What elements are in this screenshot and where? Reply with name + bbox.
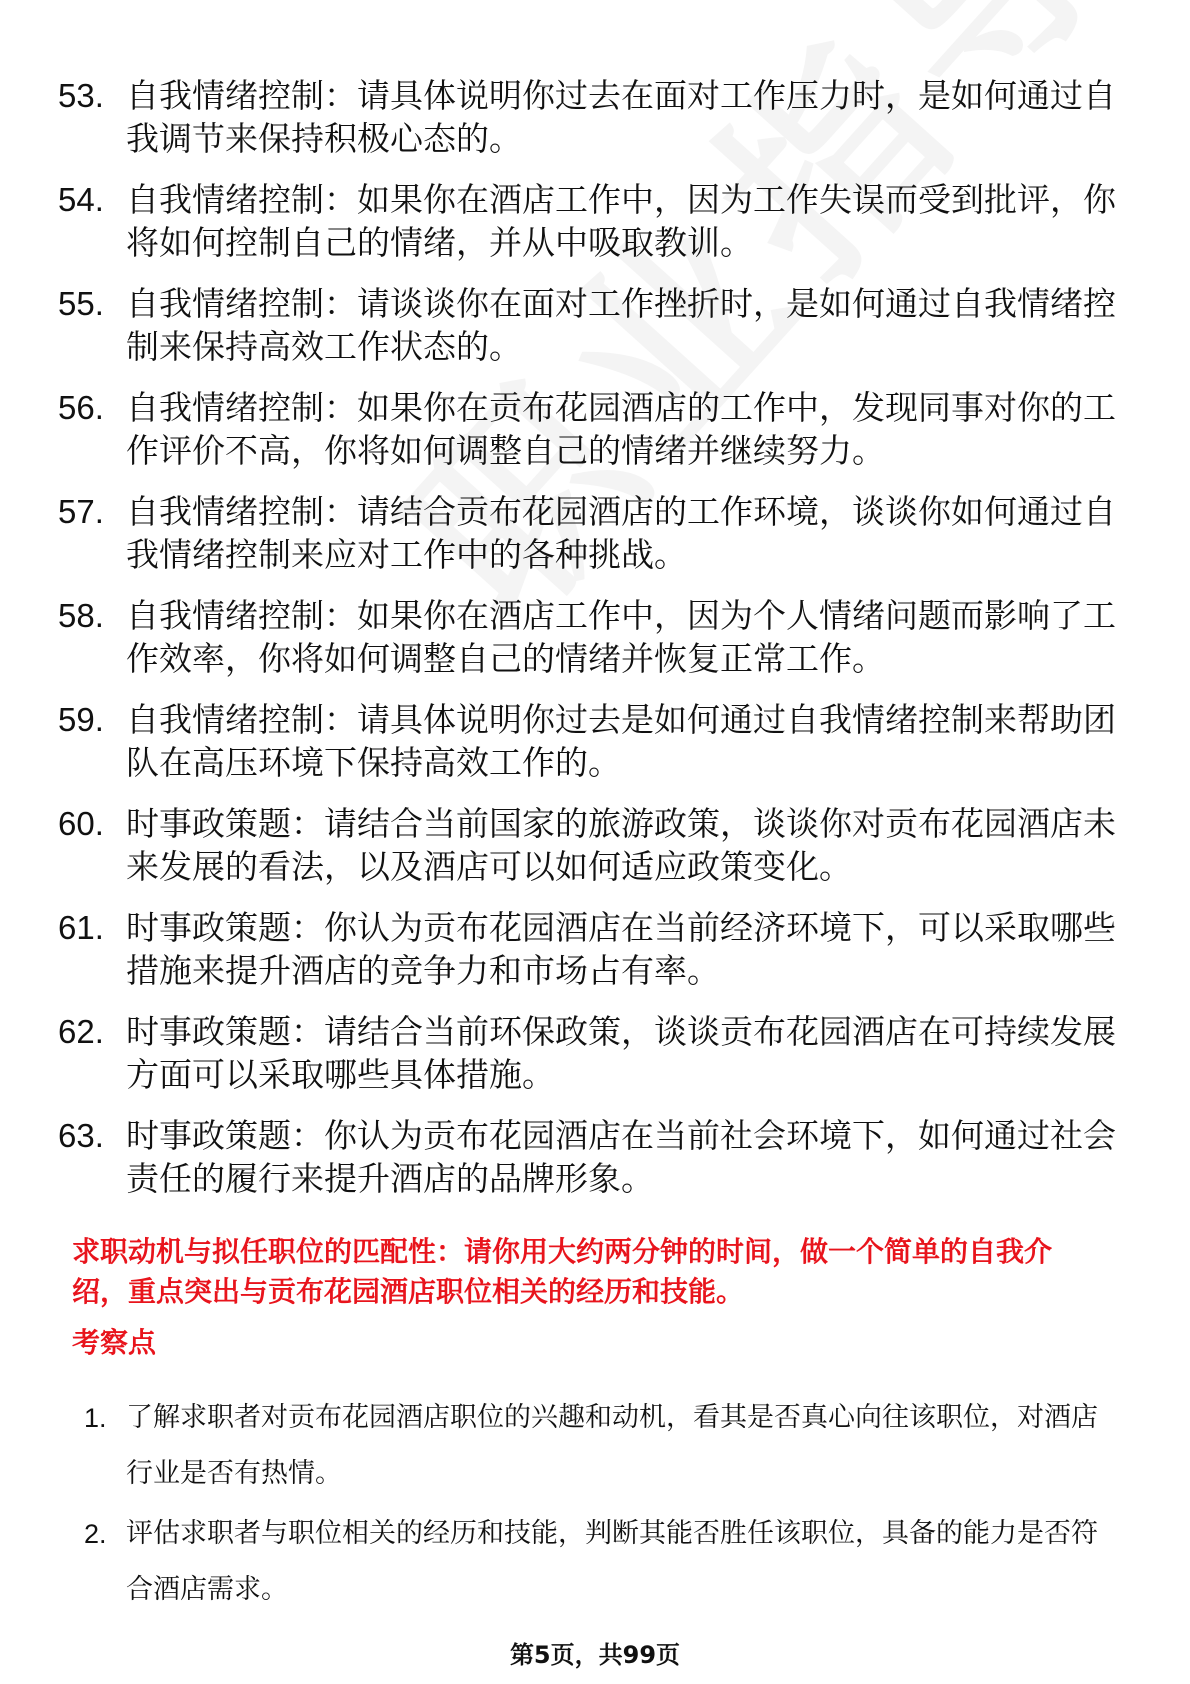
section-title: 求职动机与拟任职位的匹配性：请你用大约两分钟的时间，做一个简单的自我介绍，重点突出与贡布花园酒店职位相关的经历和技能。	[72, 1235, 1053, 1308]
point-number: 1.	[84, 1403, 107, 1433]
question-list	[58, 74, 1118, 1218]
question-text: 时事政策题：请结合当前环保政策，谈谈贡布花园酒店在可持续发展方面可以采取哪些具体措施。	[126, 1012, 1116, 1094]
question-item	[58, 594, 1118, 680]
question-text: 自我情绪控制：如果你在贡布花园酒店的工作中，发现同事对你的工作评价不高，你将如何调整自己的情绪并继续努力。	[126, 388, 1116, 470]
question-item	[58, 698, 1118, 784]
question-number: 60.	[58, 805, 104, 842]
question-item	[58, 1010, 1118, 1096]
question-text: 时事政策题：你认为贡布花园酒店在当前经济环境下，可以采取哪些措施来提升酒店的竞争力和市场占有率。	[126, 908, 1116, 990]
question-item	[58, 1114, 1118, 1200]
question-item	[58, 490, 1118, 576]
question-text: 时事政策题：请结合当前国家的旅游政策，谈谈你对贡布花园酒店未来发展的看法，以及酒店可以如何适应政策变化。	[126, 804, 1116, 886]
question-text: 自我情绪控制：请谈谈你在面对工作挫折时，是如何通过自我情绪控制来保持高效工作状态的。	[126, 284, 1116, 366]
question-item	[58, 178, 1118, 264]
question-text: 时事政策题：你认为贡布花园酒店在当前社会环境下，如何通过社会责任的履行来提升酒店的品牌形象。	[126, 1116, 1116, 1198]
question-item	[58, 386, 1118, 472]
page-number-footer: 第5页，共99页	[509, 1641, 681, 1669]
assessment-point	[84, 1506, 1114, 1618]
question-item	[58, 282, 1118, 368]
question-text: 自我情绪控制：请结合贡布花园酒店的工作环境，谈谈你如何通过自我情绪控制来应对工作中的各种挑战。	[126, 492, 1116, 574]
question-item	[58, 906, 1118, 992]
question-number: 57.	[58, 493, 104, 530]
point-text: 评估求职者与职位相关的经历和技能，判断其能否胜任该职位，具备的能力是否符合酒店需求。	[126, 1518, 1098, 1605]
assessment-points-list	[84, 1390, 1114, 1622]
question-number: 54.	[58, 181, 104, 218]
point-text: 了解求职者对贡布花园酒店职位的兴趣和动机，看其是否真心向往该职位，对酒店行业是否有热情。	[126, 1402, 1098, 1489]
question-number: 62.	[58, 1013, 104, 1050]
point-number: 2.	[84, 1519, 107, 1549]
question-text: 自我情绪控制：如果你在酒店工作中，因为工作失误而受到批评，你将如何控制自己的情绪，并从中吸取教训。	[126, 180, 1116, 262]
assessment-points-heading: 考察点	[72, 1326, 157, 1359]
question-number: 53.	[58, 77, 104, 114]
question-text: 自我情绪控制：请具体说明你过去是如何通过自我情绪控制来帮助团队在高压环境下保持高效工作的。	[126, 700, 1116, 782]
question-item	[58, 802, 1118, 888]
question-number: 59.	[58, 701, 104, 738]
question-number: 63.	[58, 1117, 104, 1154]
question-text: 自我情绪控制：如果你在酒店工作中，因为个人情绪问题而影响了工作效率，你将如何调整自己的情绪并恢复正常工作。	[126, 596, 1116, 678]
question-item	[58, 74, 1118, 160]
question-number: 55.	[58, 285, 104, 322]
question-number: 58.	[58, 597, 104, 634]
question-text: 自我情绪控制：请具体说明你过去在面对工作压力时，是如何通过自我调节来保持积极心态的。	[126, 76, 1116, 158]
question-number: 56.	[58, 389, 104, 426]
assessment-point	[84, 1390, 1114, 1502]
question-number: 61.	[58, 909, 104, 946]
